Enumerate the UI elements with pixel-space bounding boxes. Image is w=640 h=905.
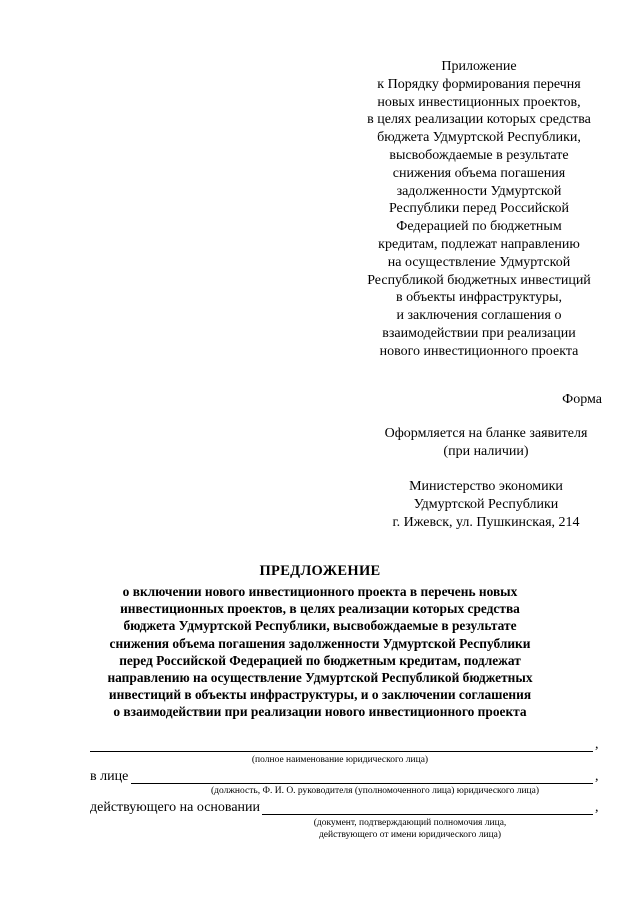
addressee-line: Министерство экономики (409, 479, 563, 494)
document-title: ПРЕДЛОЖЕНИЕ (259, 563, 381, 579)
issued-note (348, 425, 624, 461)
issued-note-line: Оформляется на бланке заявителя (384, 426, 588, 441)
person-caption: (должность, Ф. И. О. руководителя (уполномоченного лица) юридического лица) (211, 786, 539, 796)
form-label: Форма (562, 392, 602, 407)
addressee-line: Удмуртской Республики (413, 497, 559, 512)
org-name-comma: , (595, 737, 599, 752)
org-name-caption: (полное наименование юридического лица) (251, 755, 429, 765)
person-field[interactable] (131, 769, 593, 784)
appendix-line: к Порядку формирования перечня (377, 76, 581, 92)
appendix-line: Республики перед Российской (388, 201, 570, 217)
basis-caption (290, 817, 530, 841)
appendix-line: Республикой бюджетных инвестиций (367, 272, 591, 288)
subtitle-line: бюджета Удмуртской Республики, высвобождаемые в результате (123, 618, 517, 634)
appendix-line: Федерацией по бюджетным (396, 219, 562, 235)
subtitle-line: перед Российской Федерацией по бюджетным кредитам, подлежат (119, 652, 521, 668)
subtitle-line: снижения объема погашения задолженности Удмуртской Республики (109, 635, 531, 651)
appendix-line: на осуществление Удмуртской (387, 254, 571, 270)
appendix-line: нового инвестиционного проекта (379, 343, 579, 359)
appendix-line: в объекты инфраструктуры, (395, 290, 563, 306)
basis-caption-line: действующего от имени юридического лица) (318, 830, 502, 840)
subtitle-line: о взаимодействии при реализации нового инвестиционного проекта (113, 704, 527, 720)
appendix-line: новых инвестиционных проектов, (377, 94, 581, 110)
addressee-line: г. Ижевск, ул. Пушкинская, 214 (392, 515, 580, 530)
person-label: в лице (90, 769, 129, 784)
appendix-line: снижения объема погашения (392, 165, 566, 181)
issued-note-line: (при наличии) (443, 444, 529, 459)
appendix-line: высвобождаемые в результате (389, 147, 569, 163)
person-comma: , (595, 769, 599, 784)
subtitle-line: о включении нового инвестиционного проекта в перечень новых (122, 584, 518, 599)
basis-label: действующего на основании (90, 800, 261, 815)
document-subtitle (90, 583, 550, 721)
basis-comma: , (595, 800, 599, 815)
appendix-line: Приложение (441, 59, 517, 74)
subtitle-line: инвестиций в объекты инфраструктуры, и о заключении соглашения (108, 687, 532, 703)
appendix-line: в целях реализации которых средства (367, 112, 591, 128)
appendix-line: задолженности Удмуртской (396, 183, 562, 199)
addressee-block (348, 478, 624, 532)
appendix-line: кредитам, подлежат направлению (378, 236, 580, 252)
subtitle-line: инвестиционных проектов, в целях реализации которых средства (120, 601, 520, 617)
appendix-line: бюджета Удмуртской Республики, (377, 130, 581, 146)
appendix-line: взаимодействии при реализации (382, 325, 576, 341)
appendix-block (340, 58, 618, 361)
appendix-line: и заключения соглашения о (396, 308, 562, 324)
subtitle-line: направлению на осуществление Удмуртской Республикой бюджетных (107, 670, 533, 686)
org-name-field[interactable] (90, 737, 593, 752)
basis-field[interactable] (262, 800, 593, 815)
basis-caption-line: (документ, подтверждающий полномочия лица, (313, 818, 507, 828)
